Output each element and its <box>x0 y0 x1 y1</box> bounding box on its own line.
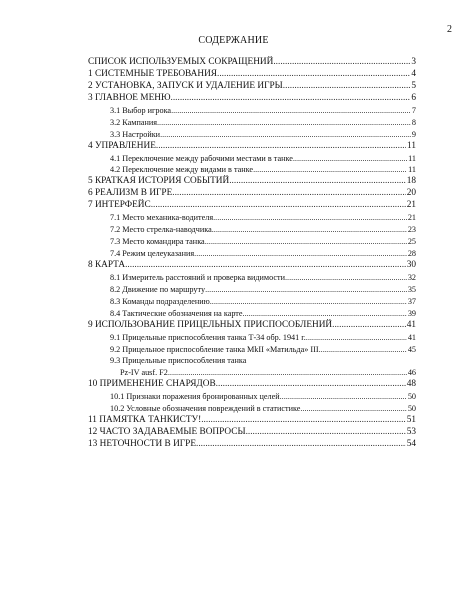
dot-leader <box>243 308 407 320</box>
toc-entry <box>88 320 416 332</box>
toc-entry-title: 7.2 Место стрелка-наводчика <box>110 225 212 235</box>
dot-leader <box>212 224 407 236</box>
toc-entry-title: 9 ИСПОЛЬЗОВАНИЕ ПРИЦЕЛЬНЫХ ПРИСПОСОБЛЕНИЙ <box>88 319 333 330</box>
toc-entry-page: 4 <box>411 68 416 79</box>
toc-entry-title: 3.3 Настройки <box>110 129 161 139</box>
toc-entry <box>88 93 416 105</box>
toc-entry-title: 4.1 Переключение между рабочими местами в танке <box>110 153 293 163</box>
toc-entry-title: 7.3 Место командира танка <box>110 237 205 247</box>
toc-entry-page: 32 <box>407 272 416 282</box>
toc-entry-title: 9.3 Прицельные приспособления танка <box>110 356 247 366</box>
toc-entry <box>88 141 416 153</box>
toc-entry-page: 53 <box>406 427 416 438</box>
toc-entry-title: 9.2 Прицельное приспособление танка MkII «Матильда» III <box>110 344 319 354</box>
toc-entry <box>88 129 416 141</box>
table-of-contents <box>88 57 416 451</box>
dot-leader <box>253 164 407 176</box>
toc-entry-title: 13 НЕТОЧНОСТИ В ИГРЕ <box>88 439 197 450</box>
dot-leader <box>171 105 411 117</box>
toc-entry-title: 3.1 Выбор игрока <box>110 105 172 115</box>
toc-entry-page: 3 <box>411 57 416 67</box>
page-number: 2 <box>447 24 452 35</box>
toc-entry <box>88 439 416 451</box>
dot-leader <box>194 248 407 260</box>
toc-entry-page: 50 <box>407 392 416 402</box>
dot-leader <box>280 391 407 403</box>
toc-entry <box>88 391 416 403</box>
toc-entry-title: 5 КРАТКАЯ ИСТОРИЯ СОБЫТИЙ <box>88 176 230 187</box>
toc-entry <box>88 260 416 272</box>
toc-entry-title-continued: Pz-IV ausf. F2 <box>120 368 168 378</box>
toc-entry <box>88 164 416 176</box>
toc-entry-page: 11 <box>407 140 416 151</box>
dot-leader <box>210 296 407 308</box>
toc-entry-page: 9 <box>411 129 416 139</box>
toc-entry-page: 20 <box>406 188 416 199</box>
dot-leader <box>283 81 411 93</box>
toc-entry <box>88 200 416 212</box>
toc-entry <box>88 69 416 81</box>
toc-entry-title: 3.2 Кампания <box>110 117 157 127</box>
dot-leader <box>306 332 407 344</box>
toc-entry <box>88 427 416 439</box>
dot-leader <box>168 367 407 379</box>
toc-entry-page: 50 <box>407 404 416 414</box>
toc-entry-title: 8.2 Движение по маршруту <box>110 284 206 294</box>
toc-entry <box>88 355 416 379</box>
toc-entry-title: 11 ПАМЯТКА ТАНКИСТУ! <box>88 415 202 426</box>
toc-entry-page: 21 <box>406 200 416 211</box>
toc-entry-page: 11 <box>408 153 416 163</box>
dot-leader <box>319 344 407 356</box>
toc-entry-title: 10 ПРИМЕНЕНИЕ СНАРЯДОВ <box>88 379 216 390</box>
dot-leader <box>157 117 411 129</box>
dot-leader <box>246 427 406 439</box>
toc-entry-page: 18 <box>406 176 416 187</box>
dot-leader <box>196 439 406 451</box>
toc-entry-page: 48 <box>406 379 416 390</box>
toc-entry-page: 7 <box>411 105 416 115</box>
page-title: СОДЕРЖАНИЕ <box>198 35 269 46</box>
toc-entry-title: 7.4 Режим целеуказания <box>110 249 195 258</box>
toc-entry <box>88 188 416 200</box>
dot-leader <box>216 379 406 391</box>
toc-entry-title: 8.1 Измеритель расстояний и проверка видимости <box>110 272 285 282</box>
toc-entry-page: 46 <box>407 368 416 378</box>
toc-entry-title: 4.2 Переключение между видами в танке <box>110 165 254 175</box>
toc-entry-page: 25 <box>407 237 416 247</box>
toc-entry-page: 51 <box>406 415 416 426</box>
toc-entry <box>88 344 416 356</box>
toc-entry-title: 1 СИСТЕМНЫЕ ТРЕБОВАНИЯ <box>88 68 218 79</box>
toc-entry <box>88 272 416 284</box>
toc-entry <box>88 332 416 344</box>
dot-leader <box>300 403 406 415</box>
toc-entry-page: 39 <box>407 308 416 318</box>
toc-entry-title: 4 УПРАВЛЕНИЕ <box>88 140 156 151</box>
dot-leader <box>273 57 410 69</box>
toc-entry <box>88 403 416 415</box>
toc-entry <box>88 57 416 69</box>
dot-leader <box>201 415 405 427</box>
toc-entry-page: 45 <box>407 344 416 354</box>
toc-entry <box>88 212 416 224</box>
toc-entry-title: 3 ГЛАВНОЕ МЕНЮ <box>88 92 171 103</box>
toc-entry-page: 41 <box>407 332 416 342</box>
toc-entry-title: 8.4 Тактические обозначения на карте <box>110 308 243 318</box>
toc-entry-page: 54 <box>406 439 416 450</box>
dot-leader <box>205 284 407 296</box>
toc-entry <box>88 236 416 248</box>
toc-entry-page: 6 <box>411 92 416 103</box>
dot-leader <box>293 153 407 165</box>
toc-entry <box>88 117 416 129</box>
toc-entry-title: 10.2 Условные обозначения повреждений в статистике <box>110 404 301 414</box>
toc-entry-page: 28 <box>407 249 416 258</box>
toc-entry <box>88 153 416 165</box>
toc-entry-title: 6 РЕАЛИЗМ В ИГРЕ <box>88 188 173 199</box>
dot-leader <box>217 69 410 81</box>
toc-entry <box>88 105 416 117</box>
toc-entry-title: СПИСОК ИСПОЛЬЗУЕМЫХ СОКРАЩЕНИЙ <box>88 57 274 67</box>
toc-entry-page: 11 <box>408 165 416 175</box>
toc-entry <box>88 81 416 93</box>
toc-entry <box>88 248 416 260</box>
toc-entry-title: 9.1 Прицельные приспособления танка Т-34 обр. 1941 г. <box>110 332 306 342</box>
dot-leader <box>160 129 411 141</box>
toc-entry-title: 2 УСТАНОВКА, ЗАПУСК И УДАЛЕНИЕ ИГРЫ <box>88 80 283 91</box>
toc-entry-page: 8 <box>411 117 416 127</box>
toc-entry <box>88 296 416 308</box>
toc-entry-title: 8 КАРТА <box>88 259 126 270</box>
toc-entry <box>88 224 416 236</box>
dot-leader <box>151 200 406 212</box>
dot-leader <box>171 93 411 105</box>
toc-entry <box>88 379 416 391</box>
toc-entry <box>88 284 416 296</box>
toc-entry <box>88 308 416 320</box>
toc-entry-page: 41 <box>406 319 416 330</box>
toc-entry-title: 7 ИНТЕРФЕЙС <box>88 200 151 211</box>
toc-entry-page: 21 <box>407 213 416 223</box>
toc-entry-title: 7.1 Место механика-водителя <box>110 213 214 223</box>
dot-leader <box>285 272 407 284</box>
toc-entry-title: 8.3 Команды подразделению <box>110 296 210 306</box>
toc-entry-page: 23 <box>407 225 416 235</box>
toc-entry <box>88 176 416 188</box>
toc-entry-title: 12 ЧАСТО ЗАДАВАЕМЫЕ ВОПРОСЫ <box>88 427 246 438</box>
dot-leader <box>213 212 407 224</box>
dot-leader <box>229 176 405 188</box>
toc-entry-page: 30 <box>406 259 416 270</box>
dot-leader <box>205 236 407 248</box>
toc-entry-page: 37 <box>407 296 416 306</box>
toc-entry <box>88 415 416 427</box>
dot-leader <box>332 320 406 332</box>
dot-leader <box>172 188 405 200</box>
toc-entry-page: 35 <box>407 284 416 294</box>
dot-leader <box>156 141 406 153</box>
toc-entry-page: 5 <box>411 80 416 91</box>
dot-leader <box>125 260 406 272</box>
toc-entry-title: 10.1 Признаки поражения бронированных целей <box>110 392 280 402</box>
